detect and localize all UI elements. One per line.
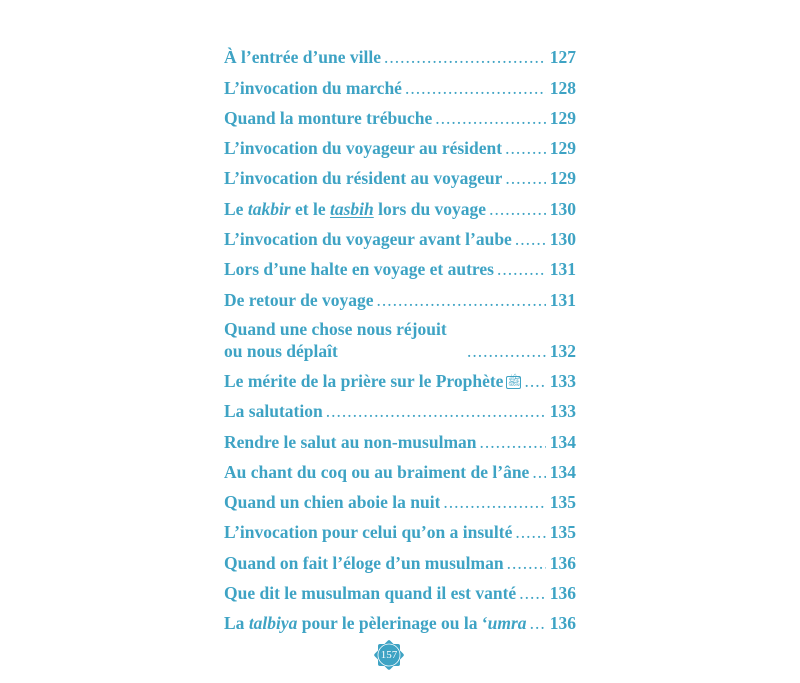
title-text: et le [290,198,330,219]
toc-entry [224,311,576,362]
toc-entry-title: De retour de voyage [224,289,374,310]
toc-entry-title [224,198,486,220]
dot-leader [489,198,546,220]
toc-entry [224,129,576,159]
toc-entry-title: Quand on fait l’éloge d’un musulman [224,552,504,573]
toc-entry [224,453,576,483]
toc-entry-page: 133 [549,401,576,422]
title-italic-term: takbir [247,198,291,219]
toc-entry-title: Lors d’une halte en voyage et autres [224,259,494,280]
dot-leader [530,612,546,634]
toc-entry-page: 129 [549,168,576,189]
dot-leader [480,431,546,453]
toc-entry [224,38,576,68]
toc-entry [224,159,576,189]
toc-entry-page: 129 [549,107,576,128]
toc-entry [224,483,576,513]
toc-entry-title: Quand la monture trébuche [224,107,433,128]
title-text: Le [224,198,248,219]
title-text: Le mérite de la prière sur le Prophète [224,370,504,391]
toc-entry-page: 129 [549,138,576,159]
dot-leader [532,461,545,483]
toc-entry [224,68,576,98]
toc-entry [224,422,576,452]
toc-entry-page: 134 [549,461,576,482]
toc-entry [224,99,576,129]
dot-leader [377,289,546,311]
title-text: pour le pèlerinage ou la ‘ [297,613,488,634]
toc-entry-title: L’invocation du voyageur au résident [224,138,503,159]
dot-leader [326,400,546,422]
toc-entry-page: 128 [549,77,576,98]
salawat-symbol: ﷺ [507,375,521,388]
dot-leader [507,552,546,574]
toc-entry [224,392,576,422]
toc-entry [224,280,576,310]
toc-entry [224,543,576,573]
title-text: lors du voyage [373,198,487,219]
toc-entry-title: À l’entrée d’une ville [224,47,381,68]
dot-leader [405,77,546,99]
dot-leader [467,340,546,362]
title-italic-term: talbiya [248,613,298,634]
page-number: 157 [380,649,398,661]
title-italic-term: umra [487,613,527,634]
dot-leader [505,137,546,159]
toc-entry-page: 127 [549,47,576,68]
dot-leader [515,521,545,543]
title-italic-term: tasbih [329,198,374,219]
toc-entry-title: L’invocation pour celui qu’on a insulté [224,522,513,543]
toc-entry [224,250,576,280]
toc-entry-page: 130 [549,198,576,219]
toc-entry-title: L’invocation du voyageur avant l’aube [224,229,512,250]
toc-entry-page: 133 [549,370,576,391]
toc-entry-title: Que dit le musulman quand il est vanté [224,583,517,604]
toc-entry [224,189,576,219]
toc-entry-title: Rendre le salut au non-musulman [224,431,477,452]
dot-leader [443,491,545,513]
toc-entry-title: La salutation [224,401,323,422]
dot-leader [384,46,546,68]
toc-entry-title: L’invocation du résident au voyageur [224,168,503,189]
toc-entry-page: 136 [549,613,576,634]
dot-leader [524,370,545,392]
dot-leader [515,228,546,250]
toc-entry-page: 135 [549,522,576,543]
toc-entry-title: Quand un chien aboie la nuit [224,492,441,513]
toc-entry [224,604,576,634]
dot-leader [497,258,546,280]
toc-entry-title: L’invocation du marché [224,77,402,98]
toc-entry [224,362,576,392]
dot-leader [519,582,546,604]
toc-entry [224,574,576,604]
toc-entry-title: Quand une chose nous réjouit ou nous déplaît [224,318,447,361]
toc-entry [224,513,576,543]
toc-entry-title [224,612,527,634]
toc-entry-page: 136 [549,552,576,573]
toc-entry-page: 131 [549,259,576,280]
table-of-contents [224,38,576,634]
toc-entry-page: 132 [549,340,576,361]
title-text: La [224,613,249,634]
dot-leader [505,167,545,189]
toc-entry [224,220,576,250]
toc-entry-page: 130 [549,229,576,250]
toc-entry-title [224,370,521,392]
toc-entry-page: 134 [549,431,576,452]
toc-entry-title: Au chant du coq ou au braiment de l’âne [224,461,530,482]
page-number-badge [372,638,406,672]
toc-entry-page: 131 [549,289,576,310]
toc-entry-page: 135 [549,492,576,513]
toc-entry-page: 136 [549,583,576,604]
dot-leader [435,107,546,129]
